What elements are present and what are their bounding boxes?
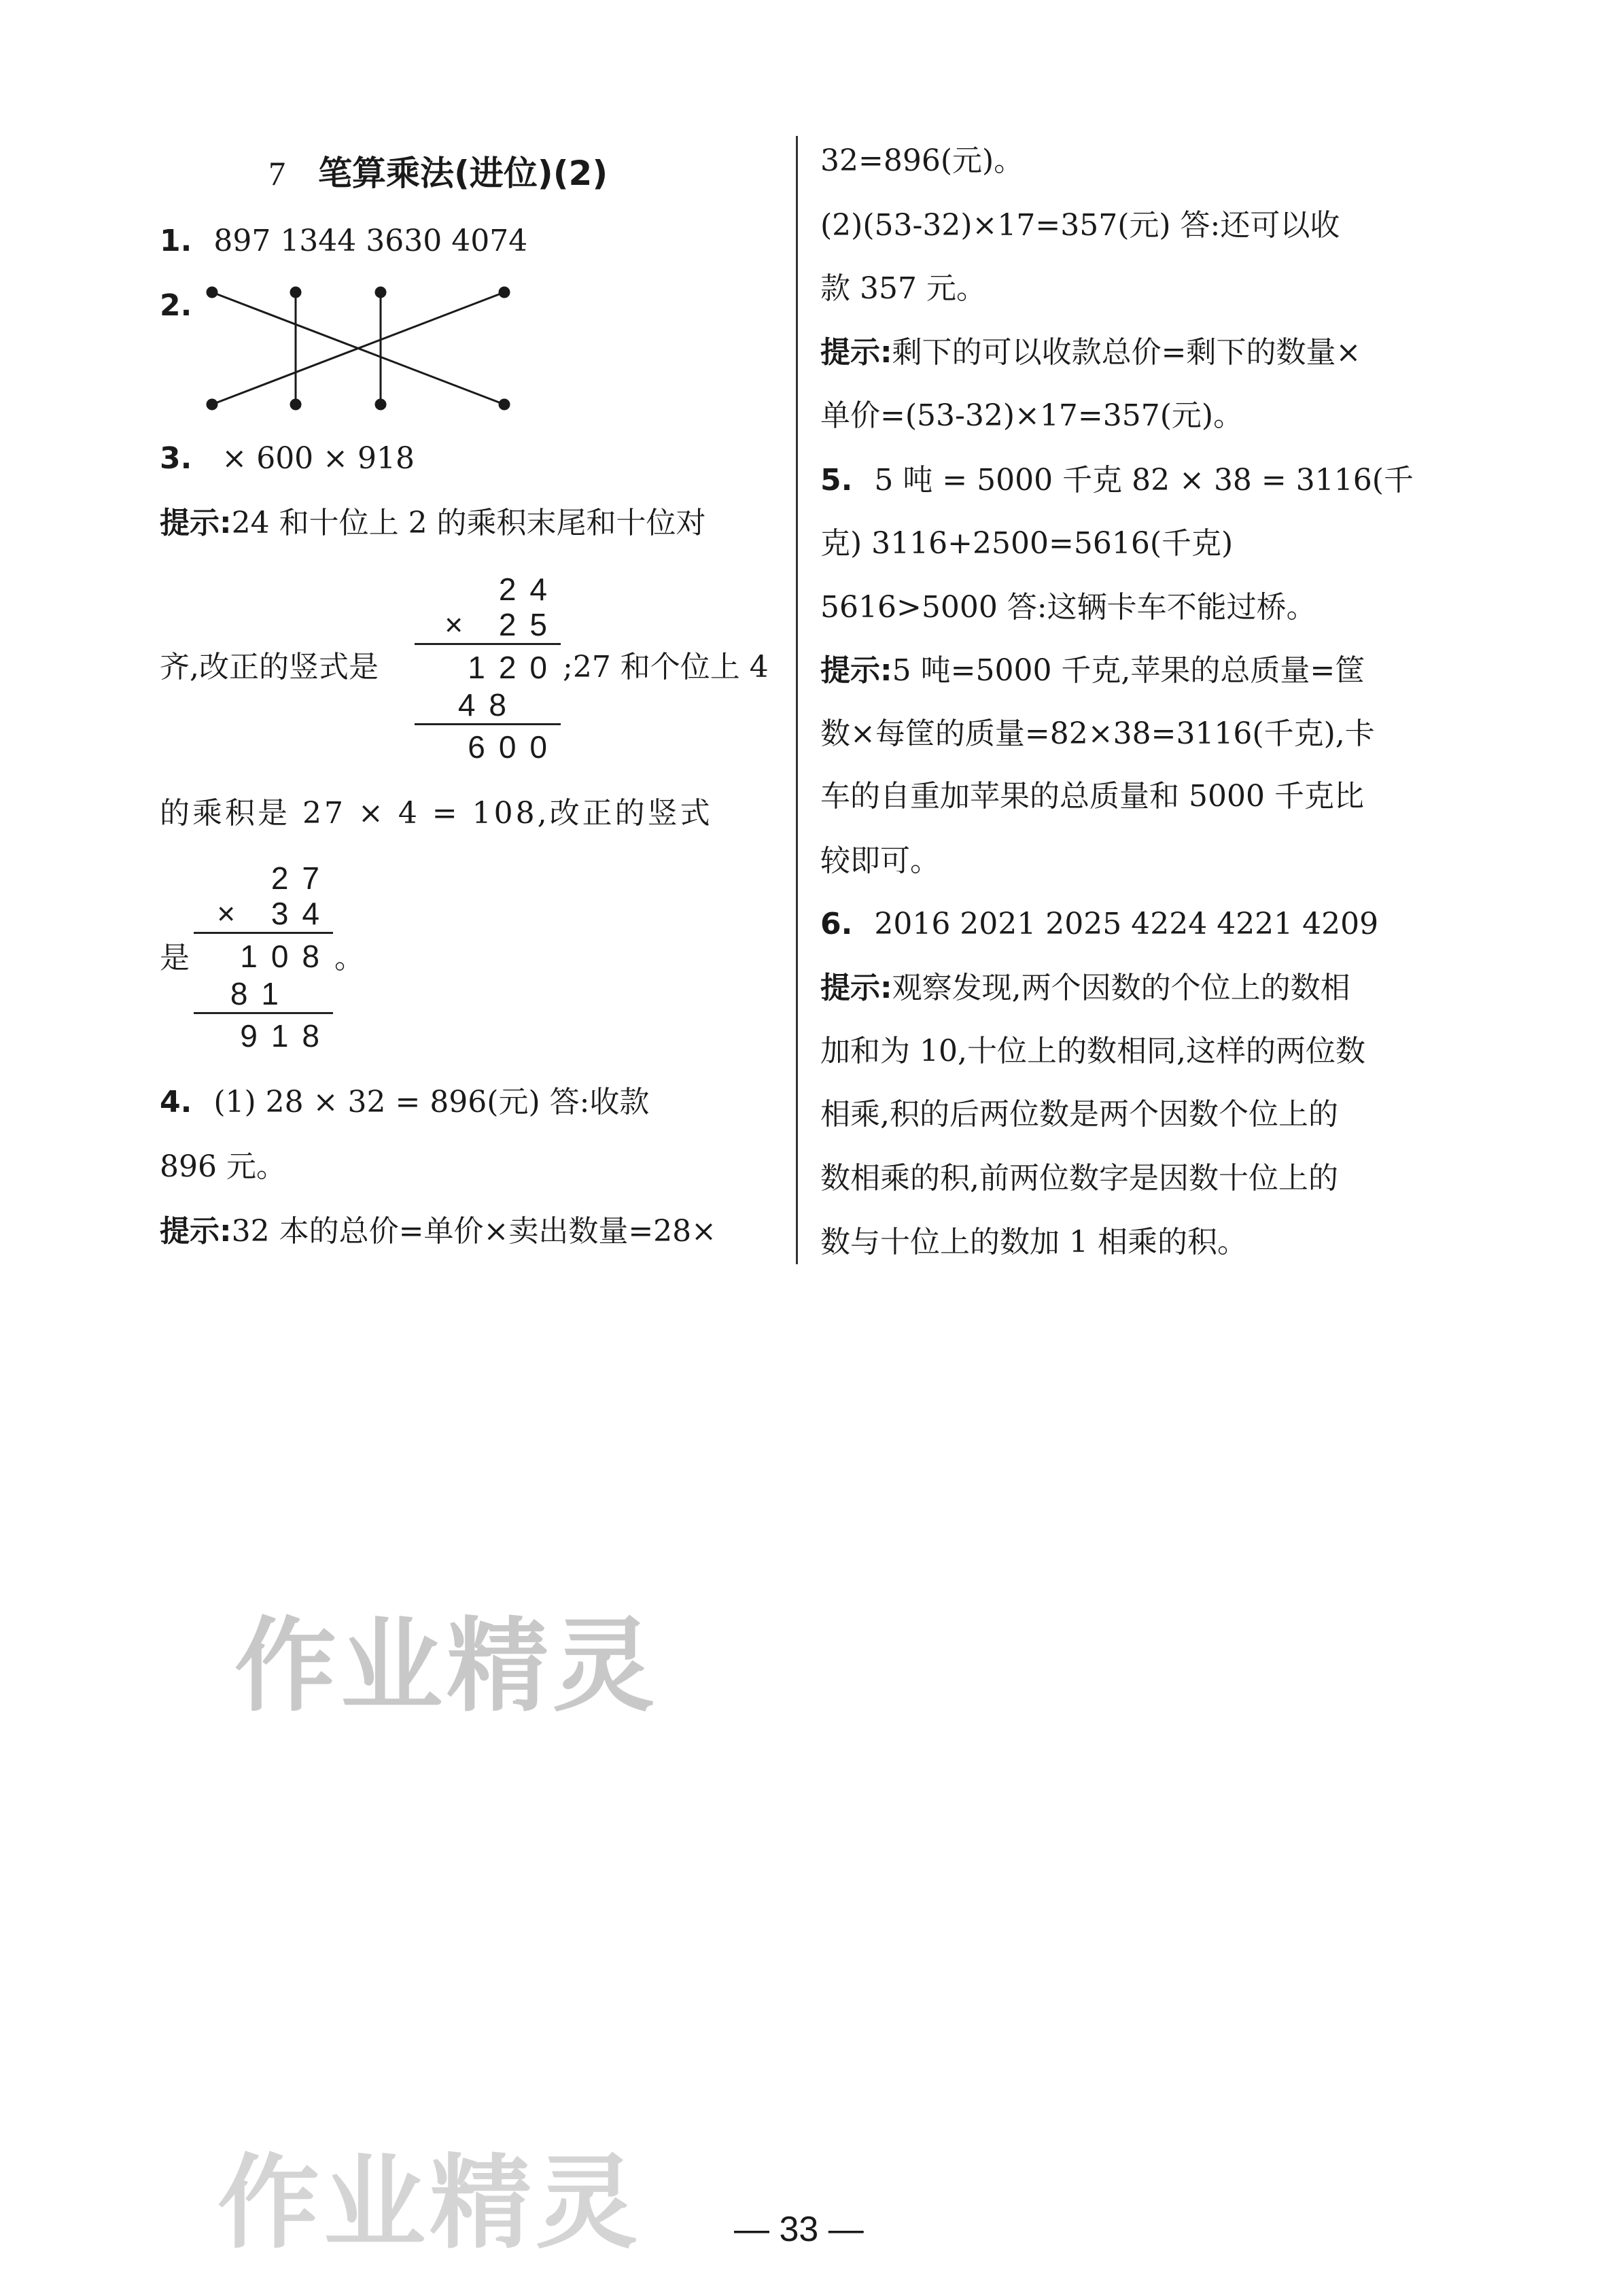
q5-line3: 5616>5000 答:这辆卡车不能过桥。 — [820, 590, 1316, 625]
vertical-calc-2: 27 × 34 108 81 918 — [194, 860, 333, 1050]
page-number: — 33 — — [734, 2210, 864, 2249]
r-line5: 单价=(53-32)×17=357(元)。 — [820, 398, 1244, 433]
q6-hint2: 加和为 10,十位上的数相同,这样的两位数 — [820, 1034, 1365, 1068]
q4-line1: 4. (1) 28 × 32 = 896(元) 答:收款 — [160, 1085, 650, 1119]
q6-hint4: 数相乘的积,前两位数字是因数十位上的 — [820, 1161, 1338, 1196]
r-line1: 32=896(元)。 — [820, 143, 1024, 178]
q3-hint-line1: 提示:24 和十位上 2 的乘积末尾和十位对 — [160, 506, 706, 540]
lesson-number: 7 — [268, 154, 285, 192]
page-title — [268, 146, 608, 195]
q3-hint-line2b: ;27 和个位上 4 — [563, 650, 769, 684]
q3-hint-line4a: 是 — [160, 941, 190, 975]
matching-diagram — [204, 282, 523, 415]
q6-hint1: 提示:观察发现,两个因数的个位上的数相 — [820, 971, 1350, 1005]
q5-hint3: 车的自重加苹果的总质量和 5000 千克比 — [820, 779, 1364, 814]
r-line3: 款 357 元。 — [820, 271, 986, 306]
q3-answer: 3. × 600 × 918 — [160, 441, 415, 476]
vertical-calc-1: 24 × 25 120 48 600 — [415, 571, 561, 761]
q6-hint3: 相乘,积的后两位数是两个因数个位上的 — [820, 1097, 1338, 1132]
q2-label: 2. — [160, 288, 192, 323]
q1-answer: 1. 897 1344 3630 4074 — [160, 224, 528, 258]
q5-hint2: 数×每筐的质量=82×38=3116(千克),卡 — [820, 716, 1375, 751]
q5-hint1: 提示:5 吨=5000 千克,苹果的总质量=筐 — [820, 653, 1365, 688]
q3-hint-line3: 的乘积是 27 × 4 = 108,改正的竖式 — [160, 796, 713, 831]
r-hint1: 提示:剩下的可以收款总价=剩下的数量× — [820, 335, 1361, 370]
r-line2: (2)(53-32)×17=357(元) 答:还可以收 — [820, 208, 1340, 243]
q6-hint5: 数与十位上的数加 1 相乘的积。 — [820, 1225, 1247, 1259]
q4-line2: 896 元。 — [160, 1149, 286, 1184]
lesson-title: 笔算乘法(进位)(2) — [318, 154, 608, 193]
watermark-bottom: 作业精灵 — [217, 2144, 642, 2263]
watermark: 作业精灵 — [234, 1607, 659, 1726]
q3-hint-line2a: 齐,改正的竖式是 — [160, 650, 379, 684]
q5-line1: 5. 5 吨 = 5000 千克 82 × 38 = 3116(千 — [820, 463, 1414, 498]
column-divider — [796, 136, 798, 1264]
q6-answer: 6. 2016 2021 2025 4224 4221 4209 — [820, 907, 1379, 941]
q4-hint: 提示:32 本的总价=单价×卖出数量=28× — [160, 1214, 717, 1249]
q3-hint-line4b: 。 — [334, 941, 364, 975]
q5-line2: 克) 3116+2500=5616(千克) — [820, 526, 1234, 561]
q5-hint4: 较即可。 — [820, 843, 940, 878]
